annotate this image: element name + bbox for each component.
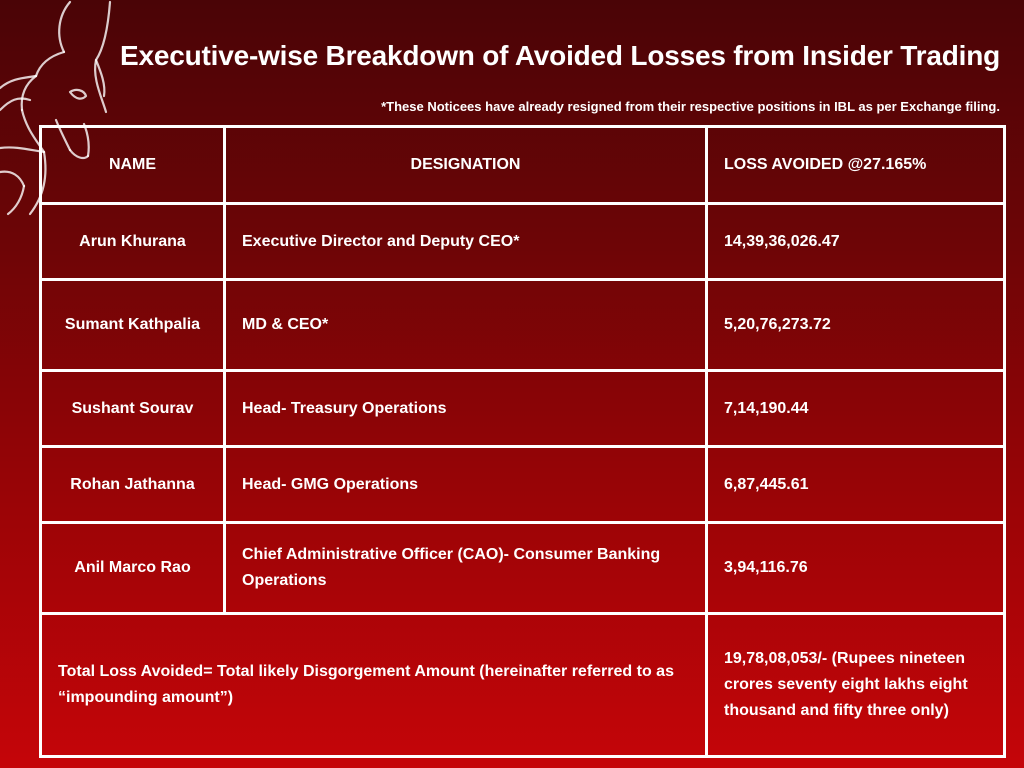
page-title: Executive-wise Breakdown of Avoided Losses from Insider Trading — [120, 40, 1000, 71]
loss-avoided-cell: 6,87,445.61 — [707, 447, 1005, 523]
total-value-cell: 19,78,08,053/- (Rupees nineteen crores seventy eight lakhs eight thousand and fifty three only) — [707, 614, 1005, 757]
designation-cell: Head- GMG Operations — [225, 447, 707, 523]
table-row — [41, 447, 1005, 523]
column-header-loss-avoided: LOSS AVOIDED @27.165% — [707, 127, 1005, 204]
column-header-designation: DESIGNATION — [225, 127, 707, 204]
table-row — [41, 371, 1005, 447]
designation-cell: Executive Director and Deputy CEO* — [225, 204, 707, 280]
table-row — [41, 204, 1005, 280]
loss-avoided-cell: 14,39,36,026.47 — [707, 204, 1005, 280]
name-cell: Rohan Jathanna — [41, 447, 225, 523]
table-header-row — [41, 127, 1005, 204]
name-cell: Sushant Sourav — [41, 371, 225, 447]
loss-avoided-cell: 3,94,116.76 — [707, 523, 1005, 614]
resignation-note: *These Noticees have already resigned from their respective positions in IBL as per Exchange filing. — [381, 99, 1000, 114]
total-label-cell: Total Loss Avoided= Total likely Disgorgement Amount (hereinafter referred to as “impounding amount”) — [41, 614, 707, 757]
loss-avoided-cell: 5,20,76,273.72 — [707, 280, 1005, 371]
loss-avoided-cell: 7,14,190.44 — [707, 371, 1005, 447]
table-row — [41, 523, 1005, 614]
column-header-name: NAME — [41, 127, 225, 204]
designation-cell: MD & CEO* — [225, 280, 707, 371]
name-cell: Anil Marco Rao — [41, 523, 225, 614]
avoided-losses-table — [39, 125, 1006, 758]
name-cell: Arun Khurana — [41, 204, 225, 280]
name-cell: Sumant Kathpalia — [41, 280, 225, 371]
table-row — [41, 280, 1005, 371]
designation-cell: Chief Administrative Officer (CAO)- Consumer Banking Operations — [225, 523, 707, 614]
designation-cell: Head- Treasury Operations — [225, 371, 707, 447]
total-row — [41, 614, 1005, 757]
